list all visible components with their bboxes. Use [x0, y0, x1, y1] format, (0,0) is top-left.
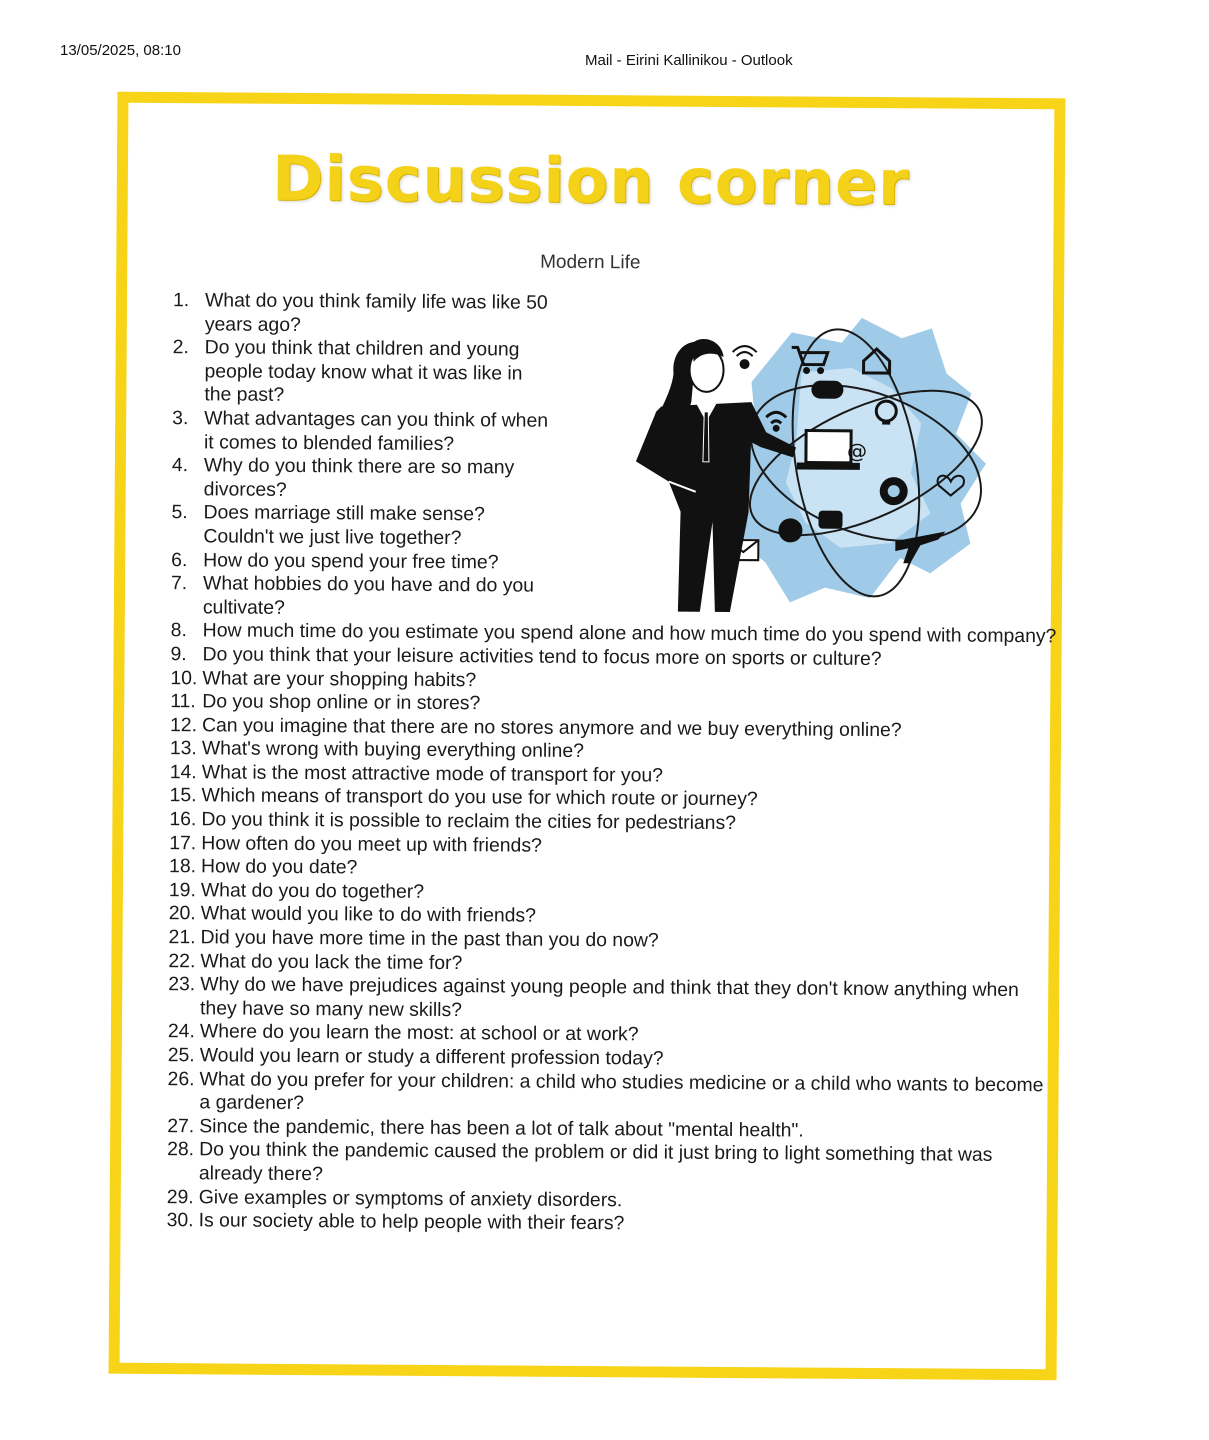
question-text: What are your shopping habits?	[202, 666, 477, 691]
question-text: How often do you meet up with friends?	[201, 831, 542, 857]
worksheet-title: Discussion corner	[271, 141, 910, 220]
question-text: Give examples or symptoms of anxiety disorders.	[198, 1185, 623, 1211]
question-text: Do you shop online or in stores?	[202, 690, 481, 715]
question-text: What do you lack the time for?	[200, 949, 463, 974]
question-number: 17.	[169, 831, 197, 854]
question-item	[172, 336, 1062, 413]
question-item	[167, 1209, 1057, 1239]
question-item	[168, 973, 1058, 1026]
question-item	[171, 572, 1061, 625]
question-text: Do you think the pandemic caused the problem or did it just bring to light something that was already there?	[198, 1138, 993, 1186]
question-number: 23.	[168, 973, 196, 996]
question-text: What do you prefer for your children: a child who studies medicine or a child who wants to become a gardener?	[199, 1067, 1044, 1115]
question-text: What would you like to do with friends?	[200, 902, 537, 928]
question-text: What advantages can you think of when it comes to blended families?	[203, 407, 549, 455]
question-item	[167, 1138, 1057, 1191]
question-number: 20.	[168, 902, 196, 925]
question-text: Do you think it is possible to reclaim the cities for pedestrians?	[201, 808, 737, 835]
question-number: 18.	[169, 855, 197, 878]
question-text: Where do you learn the most: at school or at work?	[199, 1020, 639, 1046]
question-text: Why do you think there are so many divorces?	[203, 454, 515, 501]
question-text: Can you imagine that there are no stores anymore and we buy everything online?	[201, 714, 902, 741]
question-text: How do you spend your free time?	[203, 548, 499, 573]
question-text: What do you do together?	[200, 879, 425, 903]
question-text: Is our society able to help people with their fears?	[198, 1209, 625, 1235]
question-number: 4.	[171, 454, 189, 477]
question-text: What do you think family life was like 50 years ago?	[204, 289, 548, 336]
question-text: Which means of transport do you use for which route or journey?	[201, 784, 758, 811]
question-number: 1.	[172, 289, 190, 312]
print-header	[0, 42, 1209, 72]
worksheet-subtitle: Modern Life	[540, 251, 641, 274]
print-date: 13/05/2025, 08:10	[60, 42, 181, 59]
question-text: Would you learn or study a different profession today?	[199, 1044, 664, 1070]
question-text: Does marriage still make sense? Couldn't we just live together?	[203, 501, 485, 550]
question-text: Since the pandemic, there has been a lot of talk about "mental health".	[199, 1115, 804, 1142]
question-number: 27.	[167, 1114, 195, 1138]
question-number: 13.	[169, 737, 197, 760]
question-text: What hobbies do you have and do you cultivate?	[202, 572, 535, 619]
svg-text:@: @	[846, 438, 868, 463]
question-item	[172, 454, 1062, 507]
question-number: 21.	[168, 926, 196, 949]
question-number: 14.	[169, 760, 197, 784]
question-text: Why do we have prejudices against young people and think that they don't know anything when they have so many new skills?	[200, 973, 1019, 1021]
question-number: 11.	[170, 690, 196, 713]
question-item	[167, 1068, 1057, 1121]
question-number: 22.	[168, 949, 196, 972]
question-number: 26.	[167, 1067, 195, 1090]
question-number: 12.	[169, 713, 198, 736]
question-number: 15.	[169, 784, 197, 807]
question-text: Did you have more time in the past than you do now?	[200, 926, 659, 952]
question-list	[167, 289, 1064, 1239]
question-number: 9.	[170, 642, 187, 666]
question-number: 2.	[172, 336, 189, 359]
question-number: 3.	[172, 407, 189, 430]
question-text: Do you think that your leisure activities tend to focus more on sports or culture?	[202, 643, 882, 670]
question-number: 6.	[171, 548, 188, 571]
question-number: 25.	[167, 1044, 195, 1067]
question-text: Do you think that children and young people today know what it was like in the past?	[204, 336, 523, 407]
question-item	[173, 289, 1063, 342]
question-number: 7.	[170, 572, 188, 595]
question-number: 24.	[167, 1020, 195, 1043]
worksheet-frame	[109, 92, 1066, 1381]
question-number: 10.	[170, 666, 198, 689]
print-title: Mail - Eirini Kallinikou - Outlook	[585, 52, 793, 69]
question-number: 28.	[167, 1138, 195, 1161]
question-text: How do you date?	[201, 855, 358, 879]
question-number: 16.	[169, 808, 197, 831]
question-number: 30.	[166, 1209, 194, 1232]
question-item	[172, 407, 1062, 460]
question-text: How much time do you estimate you spend alone and how much time do you spend with company?	[202, 619, 1057, 648]
question-number: 29.	[166, 1185, 194, 1208]
question-number: 19.	[168, 878, 196, 902]
question-number: 5.	[171, 501, 188, 524]
question-number: 8.	[170, 619, 187, 642]
question-text: What's wrong with buying everything online?	[201, 737, 585, 763]
question-text: What is the most attractive mode of transport for you?	[201, 761, 664, 787]
question-item	[171, 501, 1061, 554]
